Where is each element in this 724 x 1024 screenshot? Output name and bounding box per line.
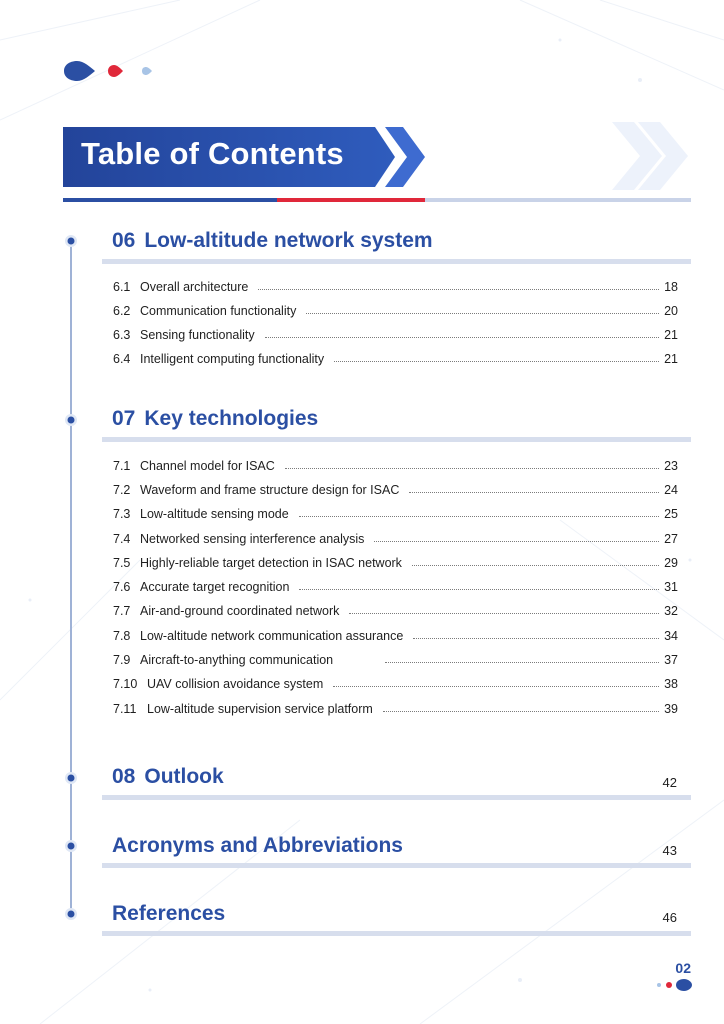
dot-leader [333, 686, 659, 687]
section-number: 08 [112, 765, 136, 788]
entry-page: 38 [664, 677, 678, 691]
section-title: Acronyms and Abbreviations [112, 834, 403, 857]
entry-title: Low-altitude supervision service platform [147, 702, 373, 716]
entry-page: 23 [664, 459, 678, 473]
dot-leader [265, 337, 659, 338]
entry-number: 7.5 [113, 556, 131, 570]
dot-leader [412, 565, 659, 566]
page-number: 02 [675, 960, 691, 976]
section-rule [102, 437, 691, 442]
toc-entry[interactable] [113, 346, 678, 366]
entry-page: 27 [664, 532, 678, 546]
toc-entry[interactable] [113, 574, 678, 594]
section-rule [102, 931, 691, 936]
page-title: Table of Contents [81, 136, 344, 171]
dot-leader [299, 516, 659, 517]
timeline-node-icon [64, 907, 78, 921]
dot-leader [334, 361, 659, 362]
toc-entry[interactable] [113, 274, 678, 294]
entry-number: 7.6 [113, 580, 131, 594]
entry-title: Communication functionality [140, 304, 297, 318]
entry-page: 21 [664, 352, 678, 366]
entry-page: 18 [664, 280, 678, 294]
entry-page: 29 [664, 556, 678, 570]
section-heading[interactable] [112, 765, 224, 789]
chevron-decor-icon [612, 122, 692, 190]
entry-page: 31 [664, 580, 678, 594]
dot-leader [383, 711, 659, 712]
entry-page: 39 [664, 702, 678, 716]
section-title: Key technologies [144, 407, 319, 430]
section-rule [102, 795, 691, 800]
toc-entry[interactable] [113, 671, 678, 691]
entry-number: 6.1 [113, 280, 131, 294]
dot-leader [258, 289, 659, 290]
section-title: References [112, 902, 226, 925]
toc-entry[interactable] [113, 322, 678, 342]
entry-title: Low-altitude sensing mode [140, 507, 289, 521]
entry-page: 24 [664, 483, 678, 497]
dot-leader [374, 541, 659, 542]
entry-number: 7.3 [113, 507, 131, 521]
timeline-node-icon [64, 839, 78, 853]
timeline-node-icon [64, 413, 78, 427]
dot-leader [385, 662, 659, 663]
section-page: 42 [662, 775, 677, 790]
section-title: Outlook [144, 765, 224, 788]
section-page: 46 [662, 910, 677, 925]
entry-page: 25 [664, 507, 678, 521]
title-rule-gray [425, 198, 691, 202]
toc-entry[interactable] [113, 298, 678, 318]
entry-page: 32 [664, 604, 678, 618]
section-rule [102, 259, 691, 264]
dot-leader [409, 492, 659, 493]
toc-entry[interactable] [113, 647, 678, 667]
entry-page: 20 [664, 304, 678, 318]
toc-entry[interactable] [113, 477, 678, 497]
entry-title: UAV collision avoidance system [147, 677, 324, 691]
section-number: 07 [112, 407, 136, 430]
title-rule-red [277, 198, 425, 202]
entry-page: 34 [664, 629, 678, 643]
entry-title: Intelligent computing functionality [140, 352, 325, 366]
entry-title: Aircraft-to-anything communication [140, 653, 334, 667]
section-page: 43 [662, 843, 677, 858]
toc-entry[interactable] [113, 623, 678, 643]
entry-title: Low-altitude network communication assurance [140, 629, 404, 643]
entry-page: 21 [664, 328, 678, 342]
timeline-node-icon [64, 771, 78, 785]
entry-title: Channel model for ISAC [140, 459, 275, 473]
entry-number: 6.2 [113, 304, 131, 318]
entry-title: Networked sensing interference analysis [140, 532, 365, 546]
entry-number: 6.3 [113, 328, 131, 342]
section-title: Low-altitude network system [144, 229, 433, 252]
section-heading[interactable] [112, 902, 225, 926]
section-number: 06 [112, 229, 136, 252]
toc-entry[interactable] [113, 550, 678, 570]
dot-leader [285, 468, 659, 469]
dot-leader [413, 638, 659, 639]
timeline-node-icon [64, 234, 78, 248]
entry-title: Sensing functionality [140, 328, 255, 342]
dot-leader [299, 589, 659, 590]
entry-number: 7.1 [113, 459, 131, 473]
entry-number: 7.4 [113, 532, 131, 546]
entry-title: Air-and-ground coordinated network [140, 604, 340, 618]
entry-number: 7.2 [113, 483, 131, 497]
toc-entry[interactable] [113, 598, 678, 618]
toc-entry[interactable] [113, 453, 678, 473]
dot-leader [349, 613, 659, 614]
dot-leader [306, 313, 659, 314]
section-rule [102, 863, 691, 868]
section-heading[interactable] [112, 229, 433, 253]
entry-number: 7.10 [113, 677, 138, 691]
entry-number: 7.8 [113, 629, 131, 643]
folio-dots-decor [652, 978, 694, 992]
entry-number: 6.4 [113, 352, 131, 366]
entry-number: 7.9 [113, 653, 131, 667]
entry-title: Waveform and frame structure design for ISAC [140, 483, 400, 497]
timeline-line [70, 240, 72, 916]
entry-number: 7.11 [113, 702, 137, 716]
toc-entry[interactable] [113, 696, 678, 716]
entry-title: Highly-reliable target detection in ISAC network [140, 556, 402, 570]
decorative-dots [62, 58, 162, 84]
entry-page: 37 [664, 653, 678, 667]
entry-number: 7.7 [113, 604, 131, 618]
section-heading[interactable] [112, 407, 318, 431]
toc-entry[interactable] [113, 526, 678, 546]
entry-title: Accurate target recognition [140, 580, 290, 594]
title-rule-blue [63, 198, 277, 202]
toc-entry[interactable] [113, 501, 678, 521]
section-heading[interactable] [112, 834, 403, 858]
entry-title: Overall architecture [140, 280, 249, 294]
